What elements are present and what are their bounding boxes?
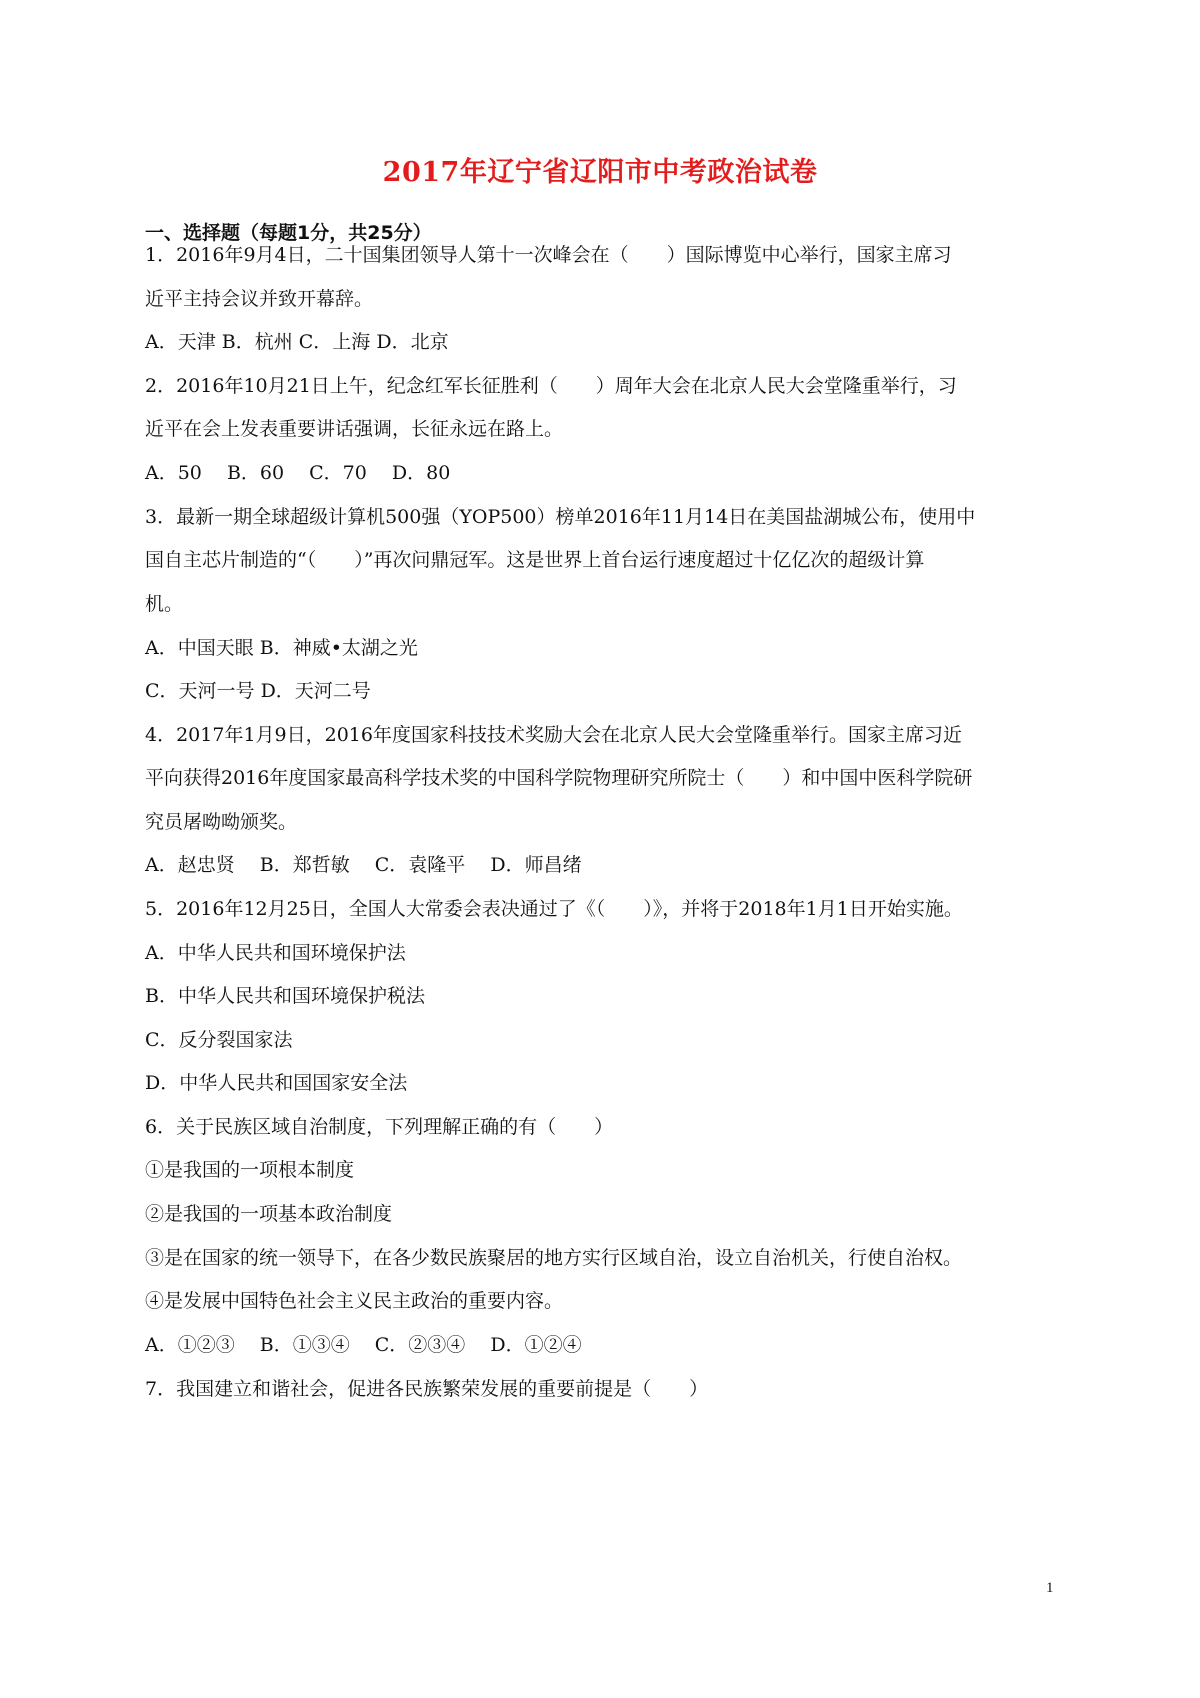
answer-option: D．中华人民共和国国家安全法 [145,1072,408,1094]
text-line: 2．2016年10月21日上午，纪念红军长征胜利（ ）周年大会在北京人民大会堂隆重举行，习 [145,375,957,397]
text-line: 7．我国建立和谐社会，促进各民族繁荣发展的重要前提是（ ） [145,1378,709,1400]
answer-options: A．50 B．60 C．70 D．80 [145,462,451,484]
text-line: 3．最新一期全球超级计算机500强（YOP500）榜单2016年11月14日在美国盐湖城公布，使用中 [145,506,976,528]
text-line: 近平在会上发表重要讲话强调，长征永远在路上。 [145,418,564,440]
text-line: 5．2016年12月25日，全国人大常委会表决通过了《（ ）》，并将于2018年1月1日开始实施。 [145,898,963,920]
answer-options: A．天津 B．杭州 C．上海 D．北京 [145,331,449,353]
answer-options: A．中国天眼 B．神威•太湖之光 [145,637,418,659]
answer-options: C．天河一号 D．天河二号 [145,680,371,702]
statement-line: ②是我国的一项基本政治制度 [145,1203,393,1225]
answer-options: A．①②③ B．①③④ C．②③④ D．①②④ [145,1334,582,1356]
text-line: 平向获得2016年度国家最高科学技术奖的中国科学院物理研究所院士（ ）和中国中医科学院研 [145,767,973,789]
text-line: 1．2016年9月4日，二十国集团领导人第十一次峰会在（ ）国际博览中心举行，国家主席习 [145,244,952,266]
answer-option: B．中华人民共和国环境保护税法 [145,985,425,1007]
section-heading: 一、选择题（每题1分，共25分） [145,222,432,244]
text-line: 究员屠呦呦颁奖。 [145,811,298,833]
text-line: 6．关于民族区域自治制度，下列理解正确的有（ ） [145,1116,614,1138]
text-line: 4．2017年1月9日，2016年度国家科技技术奖励大会在北京人民大会堂隆重举行。国家主席习近 [145,724,962,746]
statement-line: ③是在国家的统一领导下，在各少数民族聚居的地方实行区域自治，设立自治机关，行使自治权。 [145,1247,963,1269]
answer-option: C．反分裂国家法 [145,1029,293,1051]
statement-line: ④是发展中国特色社会主义民主政治的重要内容。 [145,1290,564,1312]
text-line: 近平主持会议并致开幕辞。 [145,288,374,310]
statement-line: ①是我国的一项根本制度 [145,1159,355,1181]
answer-options: A．赵忠贤 B．郑哲敏 C．袁隆平 D．师昌绪 [145,854,582,876]
answer-option: A．中华人民共和国环境保护法 [145,942,406,964]
text-line: 机。 [145,593,184,615]
text-line: 国自主芯片制造的“（ ）”再次问鼎冠军。这是世界上首台运行速度超过十亿亿次的超级计算 [145,549,925,571]
page-title: 2017年辽宁省辽阳市中考政治试卷 [382,157,818,188]
page-number: 1 [1046,1580,1054,1596]
